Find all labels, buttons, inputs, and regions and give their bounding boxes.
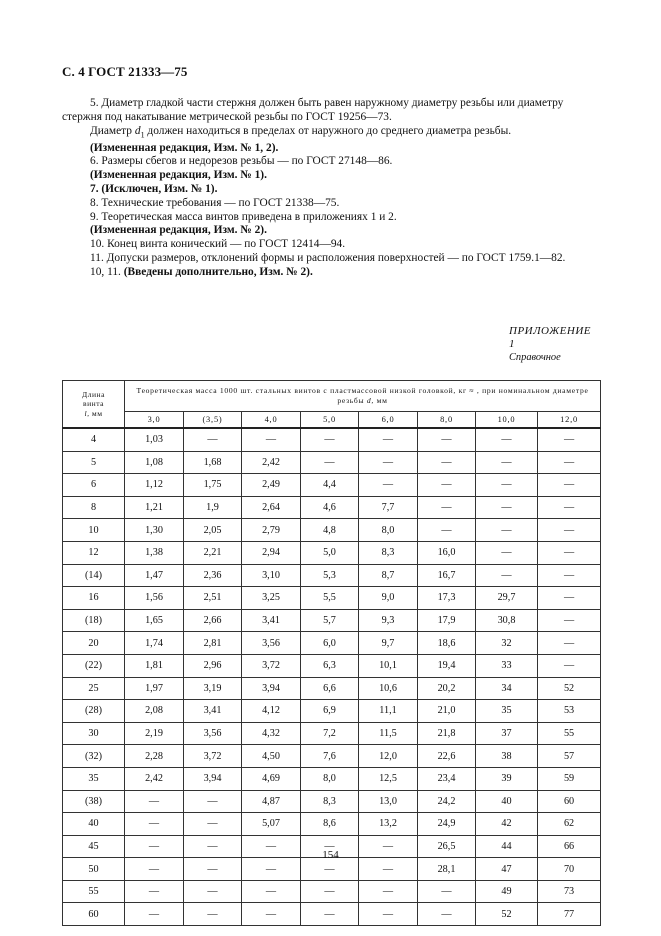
page-number: 154: [322, 849, 339, 861]
paragraph-6-revision: (Измененная редакция, Изм. № 1).: [90, 169, 267, 182]
mass-cell: 1,68: [184, 451, 242, 474]
mass-cell: 5,3: [301, 564, 359, 587]
mass-cell: 4,87: [242, 790, 301, 813]
mass-cell: 1,74: [125, 632, 184, 655]
mass-cell: —: [418, 428, 476, 451]
diameter-header-cell: (3,5): [184, 412, 242, 429]
paragraph-5: 5. Диаметр гладкой части стержня должен быть равен наружному диаметру резьбы или диаметру стержня под накатывание метрической резьбы по ГОСТ 19256—73.: [62, 97, 564, 123]
mass-cell: 35: [476, 700, 538, 723]
mass-cell: —: [476, 519, 538, 542]
mass-cell: —: [476, 474, 538, 497]
mass-cell: 8,3: [359, 541, 418, 564]
length-cell: 25: [63, 677, 125, 700]
mass-cell: —: [301, 880, 359, 903]
mass-cell: —: [418, 496, 476, 519]
mass-cell: —: [184, 903, 242, 926]
mass-cell: 2,51: [184, 587, 242, 610]
mass-cell: —: [184, 813, 242, 836]
mass-cell: 11,1: [359, 700, 418, 723]
mass-cell: 5,5: [301, 587, 359, 610]
mass-cell: 10,1: [359, 654, 418, 677]
mass-cell: 59: [538, 767, 601, 790]
length-cell: (38): [63, 790, 125, 813]
length-cell: 50: [63, 858, 125, 881]
mass-cell: 5,07: [242, 813, 301, 836]
mass-cell: 8,0: [301, 767, 359, 790]
paragraph-11: 11. Допуски размеров, отклонений формы и расположения поверхностей — по ГОСТ 1759.1—82.: [90, 252, 566, 265]
mass-cell: —: [418, 903, 476, 926]
mass-cell: 29,7: [476, 587, 538, 610]
mass-cell: 73: [538, 880, 601, 903]
mass-cell: 10,6: [359, 677, 418, 700]
mass-cell: —: [538, 541, 601, 564]
table-row: [63, 903, 601, 926]
mass-cell: 8,6: [301, 813, 359, 836]
mass-cell: —: [125, 858, 184, 881]
mass-cell: 2,21: [184, 541, 242, 564]
mass-cell: 7,6: [301, 745, 359, 768]
mass-cell: —: [359, 428, 418, 451]
table-row: [63, 790, 601, 813]
diameter-header-cell: 8,0: [418, 412, 476, 429]
mass-cell: 2,49: [242, 474, 301, 497]
table-row: [63, 428, 601, 451]
table-row: [63, 609, 601, 632]
mass-cell: 3,19: [184, 677, 242, 700]
diameter-header-cell: 10,0: [476, 412, 538, 429]
mass-cell: —: [476, 451, 538, 474]
length-header-line3: [63, 409, 124, 419]
mass-cell: —: [538, 519, 601, 542]
mass-cell: 8,3: [301, 790, 359, 813]
mass-cell: 1,97: [125, 677, 184, 700]
mass-cell: 33: [476, 654, 538, 677]
mass-cell: —: [418, 474, 476, 497]
paragraph-7: 7. (Исключен, Изм. № 1).: [90, 183, 218, 196]
length-header-line1: Длина: [82, 389, 105, 399]
mass-cell: —: [125, 835, 184, 858]
mass-cell: 26,5: [418, 835, 476, 858]
mass-cell: 1,03: [125, 428, 184, 451]
mass-cell: 2,94: [242, 541, 301, 564]
table-row: [63, 858, 601, 881]
mass-cell: 1,47: [125, 564, 184, 587]
mass-cell: 17,3: [418, 587, 476, 610]
mass-header-text: Теоретическая масса 1000 шт. стальных винтов с пластмассовой низкой головкой, кг ≈ , при номинальном диаметре резьбы: [136, 385, 589, 405]
mass-cell: 1,30: [125, 519, 184, 542]
mass-cell: —: [301, 858, 359, 881]
table-row: [63, 813, 601, 836]
length-variable: l,: [84, 408, 90, 418]
length-cell: 35: [63, 767, 125, 790]
length-header-line2: винта: [83, 399, 104, 409]
mass-cell: 8,0: [359, 519, 418, 542]
mass-cell: 2,79: [242, 519, 301, 542]
mass-cell: —: [418, 519, 476, 542]
mass-cell: —: [242, 858, 301, 881]
mass-cell: —: [301, 903, 359, 926]
mass-cell: 4,4: [301, 474, 359, 497]
mass-cell: 6,6: [301, 677, 359, 700]
mass-cell: —: [538, 632, 601, 655]
mass-cell: 1,65: [125, 609, 184, 632]
length-cell: 6: [63, 474, 125, 497]
mass-cell: 4,8: [301, 519, 359, 542]
mass-cell: 2,42: [125, 767, 184, 790]
mass-cell: —: [476, 541, 538, 564]
mass-cell: 44: [476, 835, 538, 858]
mass-cell: 3,72: [242, 654, 301, 677]
mass-cell: 2,81: [184, 632, 242, 655]
mass-cell: 9,3: [359, 609, 418, 632]
mass-cell: —: [476, 564, 538, 587]
mass-cell: 57: [538, 745, 601, 768]
paragraph-10-11: [62, 266, 602, 280]
mass-cell: 30,8: [476, 609, 538, 632]
length-cell: 60: [63, 903, 125, 926]
paragraph-5-diameter: [62, 125, 602, 142]
mass-cell: 2,96: [184, 654, 242, 677]
mass-cell: —: [538, 496, 601, 519]
mass-cell: —: [125, 813, 184, 836]
appendix-subtitle: Справочное: [509, 352, 561, 363]
mass-cell: 9,7: [359, 632, 418, 655]
mass-cell: —: [301, 835, 359, 858]
mass-cell: 4,32: [242, 722, 301, 745]
length-cell: 4: [63, 428, 125, 451]
mass-cell: 32: [476, 632, 538, 655]
mass-cell: —: [242, 835, 301, 858]
length-cell: 40: [63, 813, 125, 836]
length-cell: 20: [63, 632, 125, 655]
page-header: С. 4 ГОСТ 21333—75: [62, 64, 188, 79]
mass-cell: 3,56: [184, 722, 242, 745]
mass-cell: 6,9: [301, 700, 359, 723]
mass-cell: —: [418, 880, 476, 903]
mass-cell: 3,94: [242, 677, 301, 700]
mass-cell: —: [418, 451, 476, 474]
length-cell: 8: [63, 496, 125, 519]
mass-cell: 23,4: [418, 767, 476, 790]
mass-cell: 38: [476, 745, 538, 768]
diameter-header-row: [63, 412, 601, 429]
mass-cell: 28,1: [418, 858, 476, 881]
mass-cell: 52: [476, 903, 538, 926]
table-row: [63, 474, 601, 497]
mass-cell: —: [359, 880, 418, 903]
mass-cell: 17,9: [418, 609, 476, 632]
mass-cell: —: [242, 880, 301, 903]
mass-cell: 12,0: [359, 745, 418, 768]
mass-cell: 22,6: [418, 745, 476, 768]
table-row: [63, 451, 601, 474]
mass-cell: 3,94: [184, 767, 242, 790]
mass-cell: —: [359, 474, 418, 497]
mass-cell: 55: [538, 722, 601, 745]
mass-cell: 34: [476, 677, 538, 700]
mass-cell: —: [184, 790, 242, 813]
length-cell: 12: [63, 541, 125, 564]
paragraph-6: 6. Размеры сбегов и недорезов резьбы — по ГОСТ 27148—86.: [90, 155, 393, 168]
paragraph-9: 9. Теоретическая масса винтов приведена в приложениях 1 и 2.: [90, 210, 397, 223]
mass-cell: 1,12: [125, 474, 184, 497]
table-row: [63, 880, 601, 903]
mass-cell: 4,50: [242, 745, 301, 768]
mass-header: [125, 381, 601, 412]
mass-cell: —: [359, 903, 418, 926]
table-row: [63, 700, 601, 723]
mass-cell: 5,0: [301, 541, 359, 564]
mass-cell: —: [125, 790, 184, 813]
table-row: [63, 632, 601, 655]
mass-cell: —: [359, 451, 418, 474]
diameter-header-cell: 12,0: [538, 412, 601, 429]
table-row: [63, 722, 601, 745]
mass-cell: 1,81: [125, 654, 184, 677]
mass-cell: —: [125, 880, 184, 903]
paragraph-5-revision: (Измененная редакция, Изм. № 1, 2).: [90, 141, 279, 154]
length-cell: 16: [63, 587, 125, 610]
mass-cell: 21,0: [418, 700, 476, 723]
mass-cell: 2,42: [242, 451, 301, 474]
mass-cell: 2,28: [125, 745, 184, 768]
mass-cell: 52: [538, 677, 601, 700]
mass-cell: —: [359, 858, 418, 881]
paragraph-10-11-revision: (Введены дополнительно, Изм. № 2).: [123, 265, 313, 278]
mass-cell: 11,5: [359, 722, 418, 745]
diameter-header-cell: 6,0: [359, 412, 418, 429]
mass-cell: 37: [476, 722, 538, 745]
mass-cell: —: [476, 428, 538, 451]
mass-cell: 49: [476, 880, 538, 903]
mass-cell: —: [538, 564, 601, 587]
mass-cell: —: [538, 474, 601, 497]
paragraph-5-diameter-post: должен находиться в пределах от наружного до среднего диаметра резьбы.: [147, 124, 512, 137]
table-row: [63, 677, 601, 700]
mass-cell: 16,7: [418, 564, 476, 587]
length-cell: 55: [63, 880, 125, 903]
body-text: [62, 97, 602, 280]
mass-cell: 4,69: [242, 767, 301, 790]
mass-cell: 1,9: [184, 496, 242, 519]
mass-cell: 39: [476, 767, 538, 790]
mass-cell: —: [538, 451, 601, 474]
mass-cell: 4,12: [242, 700, 301, 723]
mass-cell: 2,08: [125, 700, 184, 723]
length-cell: 45: [63, 835, 125, 858]
mass-cell: —: [538, 654, 601, 677]
mass-cell: 19,4: [418, 654, 476, 677]
mass-cell: 3,25: [242, 587, 301, 610]
mass-cell: 9,0: [359, 587, 418, 610]
mass-cell: 6,0: [301, 632, 359, 655]
mass-cell: 2,64: [242, 496, 301, 519]
length-cell: 30: [63, 722, 125, 745]
mass-cell: —: [476, 496, 538, 519]
length-cell: (32): [63, 745, 125, 768]
mass-cell: 2,36: [184, 564, 242, 587]
mass-cell: —: [538, 428, 601, 451]
mass-cell: 1,75: [184, 474, 242, 497]
appendix-title: ПРИЛОЖЕНИЕ 1: [509, 325, 591, 350]
mass-cell: 62: [538, 813, 601, 836]
table-row: [63, 496, 601, 519]
mass-cell: 60: [538, 790, 601, 813]
table-row: [63, 654, 601, 677]
mass-cell: —: [301, 428, 359, 451]
mass-cell: 5,7: [301, 609, 359, 632]
mass-cell: —: [538, 609, 601, 632]
mass-cell: 70: [538, 858, 601, 881]
mass-cell: 42: [476, 813, 538, 836]
appendix-label: [509, 325, 599, 364]
mass-cell: 1,38: [125, 541, 184, 564]
mass-cell: 24,9: [418, 813, 476, 836]
mass-cell: 13,2: [359, 813, 418, 836]
paragraph-5-diameter-pre: Диаметр: [90, 124, 132, 137]
length-cell: (14): [63, 564, 125, 587]
diameter-header-cell: 5,0: [301, 412, 359, 429]
paragraph-8: 8. Технические требования — по ГОСТ 21338—75.: [90, 196, 340, 209]
diameter-variable: d: [134, 124, 141, 137]
mass-cell: 16,0: [418, 541, 476, 564]
length-cell: 5: [63, 451, 125, 474]
mass-cell: 66: [538, 835, 601, 858]
table-row: [63, 587, 601, 610]
mass-cell: 3,56: [242, 632, 301, 655]
mass-table: [62, 380, 601, 926]
mass-cell: 53: [538, 700, 601, 723]
mass-cell: 77: [538, 903, 601, 926]
paragraph-9-revision: (Измененная редакция, Изм. № 2).: [90, 224, 267, 237]
mass-cell: 3,72: [184, 745, 242, 768]
mass-cell: 18,6: [418, 632, 476, 655]
mass-cell: 6,3: [301, 654, 359, 677]
mass-cell: —: [242, 903, 301, 926]
mass-cell: 1,08: [125, 451, 184, 474]
mass-header-unit: мм: [376, 396, 388, 405]
mass-cell: —: [538, 587, 601, 610]
mass-header-variable: d,: [366, 396, 375, 405]
table-row: [63, 564, 601, 587]
length-unit: мм: [91, 408, 103, 418]
paragraph-10-11-pre: 10, 11.: [90, 265, 121, 278]
mass-cell: 1,21: [125, 496, 184, 519]
table-row: [63, 745, 601, 768]
mass-cell: 2,05: [184, 519, 242, 542]
mass-cell: 13,0: [359, 790, 418, 813]
mass-cell: 12,5: [359, 767, 418, 790]
mass-cell: 3,10: [242, 564, 301, 587]
mass-cell: —: [184, 858, 242, 881]
table-row: [63, 541, 601, 564]
mass-cell: —: [184, 880, 242, 903]
mass-cell: 20,2: [418, 677, 476, 700]
mass-cell: 3,41: [242, 609, 301, 632]
mass-cell: 1,56: [125, 587, 184, 610]
mass-cell: 3,41: [184, 700, 242, 723]
length-cell: (28): [63, 700, 125, 723]
mass-cell: —: [184, 835, 242, 858]
mass-cell: 8,7: [359, 564, 418, 587]
mass-cell: 24,2: [418, 790, 476, 813]
mass-cell: 2,66: [184, 609, 242, 632]
mass-cell: 7,2: [301, 722, 359, 745]
mass-cell: —: [359, 835, 418, 858]
diameter-header-cell: 4,0: [242, 412, 301, 429]
length-cell: (18): [63, 609, 125, 632]
mass-cell: —: [184, 428, 242, 451]
diameter-subscript: 1: [140, 129, 145, 139]
mass-cell: 40: [476, 790, 538, 813]
length-cell: 10: [63, 519, 125, 542]
mass-cell: —: [242, 428, 301, 451]
mass-cell: 21,8: [418, 722, 476, 745]
mass-cell: 7,7: [359, 496, 418, 519]
length-cell: (22): [63, 654, 125, 677]
mass-cell: —: [125, 903, 184, 926]
mass-cell: 2,19: [125, 722, 184, 745]
length-header: [63, 381, 125, 429]
paragraph-10: 10. Конец винта конический — по ГОСТ 12414—94.: [90, 238, 346, 251]
mass-cell: 4,6: [301, 496, 359, 519]
table-row: [63, 519, 601, 542]
table-row: [63, 767, 601, 790]
mass-cell: 47: [476, 858, 538, 881]
diameter-header-cell: 3,0: [125, 412, 184, 429]
mass-cell: —: [301, 451, 359, 474]
